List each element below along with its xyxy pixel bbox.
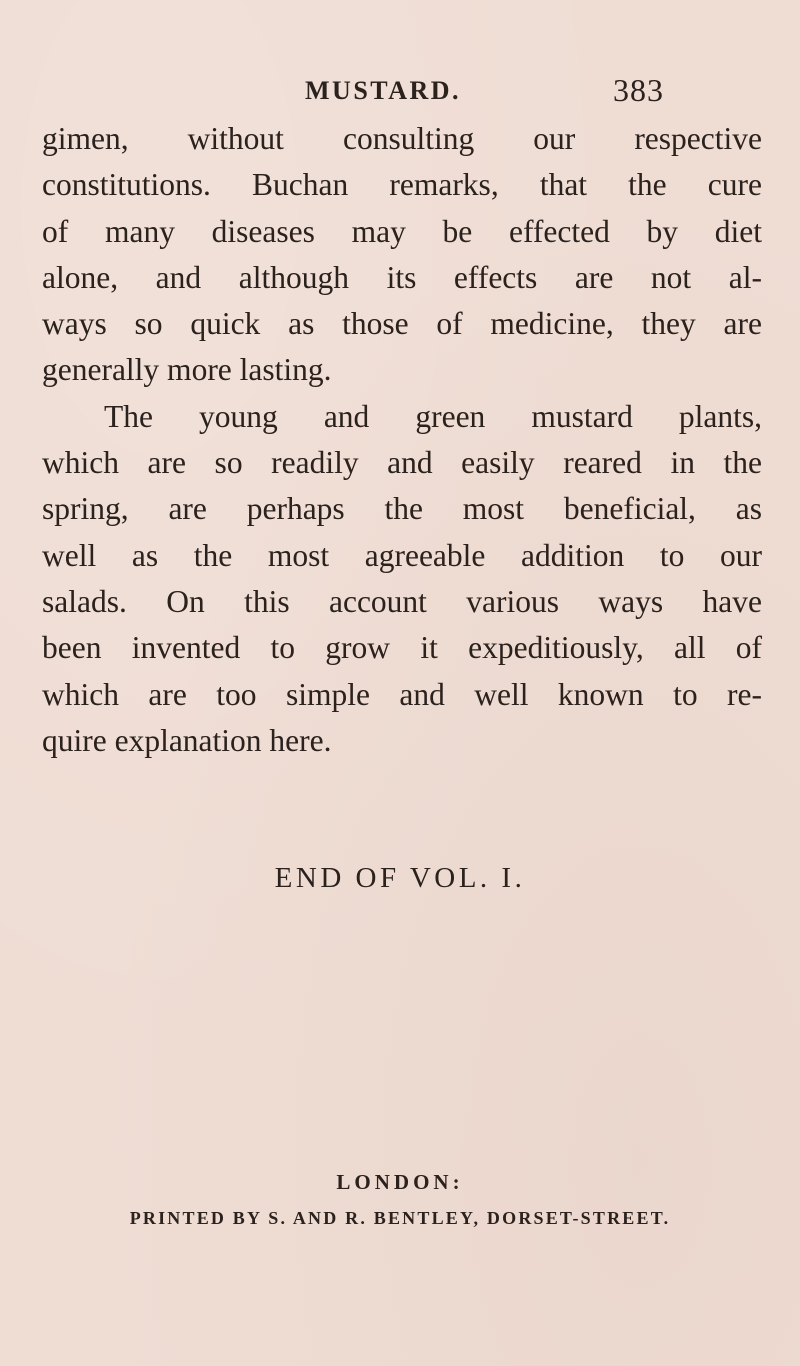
text-line: alone, and although its effects are not al-	[42, 259, 762, 295]
text-line: salads. On this account various ways have	[42, 583, 762, 619]
text-line: which are so readily and easily reared in the	[42, 445, 762, 481]
imprint-printer: PRINTED BY S. AND R. BENTLEY, DORSET-STREET.	[129, 1208, 671, 1228]
text-line: well as the most agreeable addition to our	[42, 537, 762, 573]
running-head	[0, 68, 800, 108]
text-line: spring, are perhaps the most beneficial, as	[42, 491, 762, 527]
end-of-volume-mark: END OF VOL. I.	[274, 862, 526, 894]
text-line: generally more lasting.	[42, 352, 332, 388]
page-number: 383	[613, 72, 664, 108]
text-line: gimen, without consulting our respective	[42, 121, 762, 156]
running-title: MUSTARD.	[305, 76, 462, 105]
text-line: been invented to grow it expeditiously, all of	[42, 630, 762, 666]
text-line: The young and green mustard plants,	[104, 398, 762, 434]
text-line: quire explanation here.	[42, 722, 332, 758]
text-line: of many diseases may be effected by diet	[42, 213, 762, 249]
imprint-city: LONDON:	[336, 1170, 464, 1194]
text-line: ways so quick as those of medicine, they are	[42, 306, 762, 342]
body-text	[42, 116, 762, 764]
text-line: which are too simple and well known to re-	[42, 676, 762, 712]
text-line: constitutions. Buchan remarks, that the cure	[42, 167, 762, 203]
